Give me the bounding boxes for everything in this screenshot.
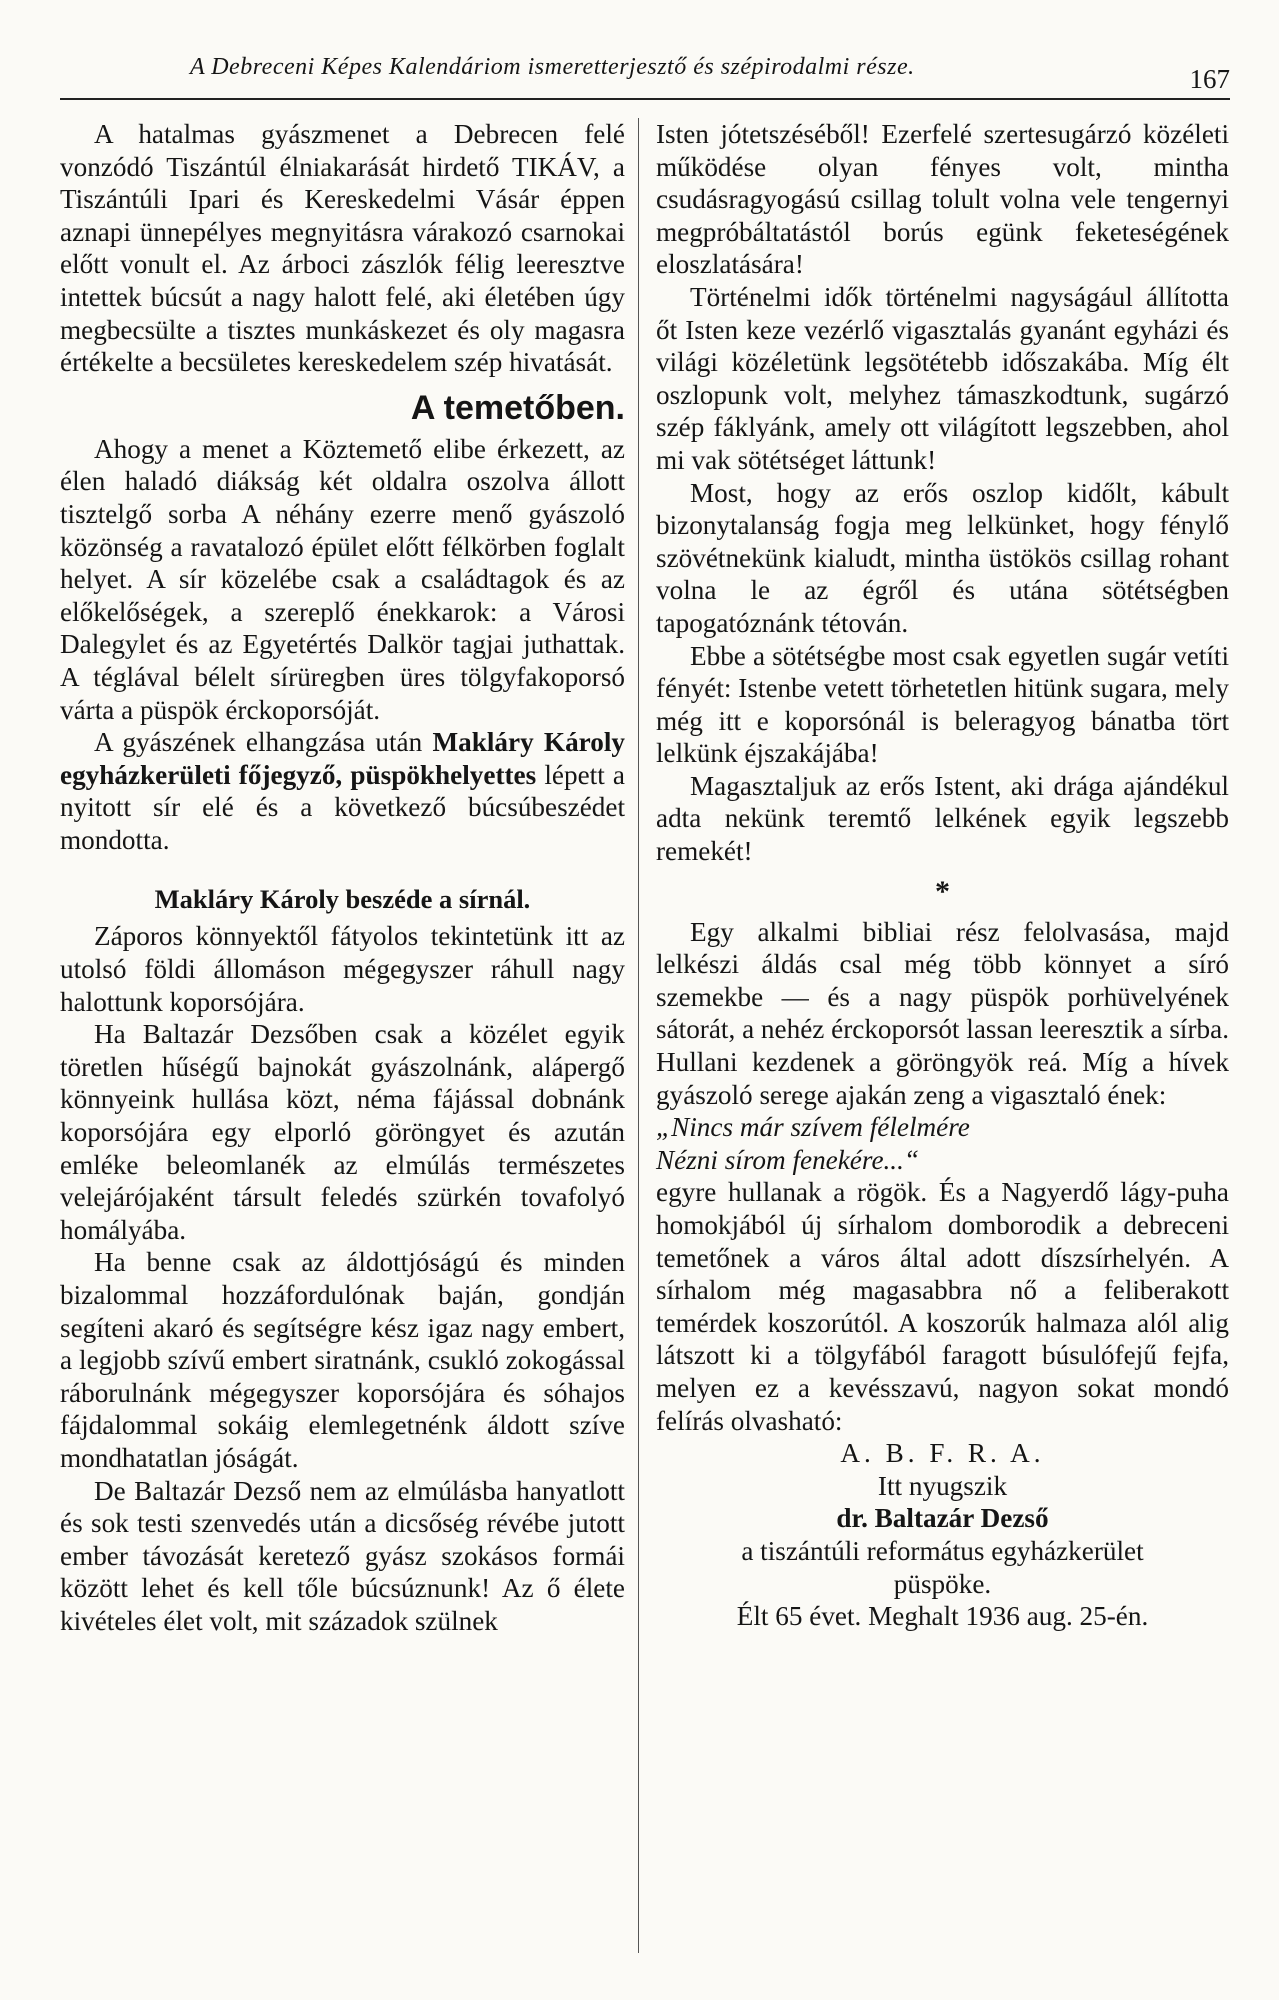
verse-line: Nézni sírom fenekére...“ [656,1144,920,1175]
speaker-name: Makláry Károly egyházkerületi főjegyző, püspökhelyettes [60,727,625,790]
paragraph: De Baltazár Dezső nem az elmúlásba hanyatlott és sok testi szenvedés után a dicsőség révébe jutott ember távozását keretező gyász szokásos formái között lehet és kell tőle búcsúznunk! Az ő élete kivételes élet volt, mit századok szülnek [60,1475,625,1636]
paragraph: Magasztaljuk az erős Istent, aki drága ajándékul adta nekünk teremtő lelkének egyik legszebb remekét! [656,770,1229,867]
paragraph: Történelmi idők történelmi nagyságául állította őt Isten keze vezérlő vigasztalás gyanánt egyházi és világi közéletünk legsötétebb időszakába. Míg élt oszlopunk volt, melyhez támaszkodtunk, sugárzó szép fáklyánk, amely ott világított legszebben, ahol mi vak sötétséget láttunk! [656,281,1229,475]
inscription-line: Itt nyugszik [877,1470,1008,1501]
speech-heading: Makláry Károly beszéde a sírnál. [154,884,531,915]
inscription-name: dr. Baltazár Dezső [836,1503,1049,1534]
paragraph: Ha Baltazár Dezsőben csak a közélet egyik töretlen hűségű bajnokát gyászolnánk, alápergő könnyeink hullása közt, néma fájással dobnánk koporsójára egy elporló göröngyet és azután emléke beleomlanék az elmúlás természetes velejárójaként társult feledés szürkén tovafolyó homályába. [60,1019,625,1245]
paragraph: Ahogy a menet a Köztemető elibe érkezett, az élen haladó diákság két oldalra oszolva állott tisztelgő sorba A néhány ezerre menő gyászoló közönség a ravatalozó épület előtt félkörben foglalt helyet. A sír közelébe csak a családtagok és az előkelőségek, a szereplő énekkarok: a Városi Dalegylet és az Egyetértés Dalkör tagjai juthattak. A téglával bélelt sírüregben üres tölgyfakoporsó várta a püspök érckoporsóját. [60,433,625,725]
right-column [656,118,1229,1633]
paragraph-text: A gyászének elhangzása után [94,727,433,758]
paragraph: Ha benne csak az áldottjóságú és minden bizalommal hozzáfordulónak baján, gondján segíteni akaró és segítségre kész igaz nagy embert, a legjobb szívű embert siratnánk, csukló zokogással ráborulnánk mégegyszer koporsójára és sóhajos fájdalommal sokáig elemlegetnénk áldott szíve mondhatatlan jóságát. [60,1247,625,1473]
paragraph-text: lépett a nyitott sír elé és a következő búcsúbeszédet mondotta. [60,759,625,855]
paragraph [60,726,625,856]
paragraph: Isten jótetszéséből! Ezerfelé szertesugárzó közéleti működése olyan fényes volt, mintha csudásragyogású csillag tolult volna vele tengernyi megpróbáltatástól borús egünk feketeségének eloszlatására! [656,119,1229,280]
inscription-line: Élt 65 évet. Meghalt 1936 aug. 25-én. [736,1601,1149,1632]
section-heading: A temetőben. [410,388,625,427]
inscription-line: püspöke. [893,1568,992,1599]
paragraph: Most, hogy az erős oszlop kidőlt, kábult bizonytalanság fogja meg lelkünket, hogy fénylő szövétnekünk kialudt, mintha üstökös csillag rohant volna le az égről és utána sötétségben tapogatóznánk tétován. [656,477,1229,638]
running-title: A Debreceni Képes Kalendáriom ismeretterjesztő és szépirodalmi része. [190,54,915,80]
section-separator: * [935,874,950,908]
paragraph: Egy alkalmi bibliai rész felolvasása, majd lelkészi áldás csal még több könnyet a síró szemekbe — és a nagy püspök porhüvelyének sátorát, a nehéz érckoporsót lassan leeresztik a sírba. Hullani kezdenek a göröngyök reá. Míg a hívek gyászoló serege ajakán zeng a vigasztaló ének: [656,916,1229,1110]
page-header [60,52,1230,100]
column-divider [638,118,639,1953]
page-number: 167 [1189,64,1230,94]
paragraph: A hatalmas gyászmenet a Debrecen felé vonzódó Tiszántúl élniakarását hirdető TIKÁV, a Tiszántúli Ipari és Kereskedelmi Vásár éppen aznapi ünnepélyes megnyitásra várakozó csarnokai előtt vonult el. Az árboci zászlók félig leeresztve intettek búcsút a nagy halott felé, aki életében úgy megbecsülte a tisztes munkáskezet és oly magasra értékelte a becsületes kereskedelem szép hivatását. [60,119,625,378]
paragraph: Záporos könnyektől fátyolos tekintetünk itt az utolsó földi állomáson mégegyszer ráhull nagy halottunk koporsójára. [60,921,625,1017]
paragraph: egyre hullanak a rögök. És a Nagyerdő lágy-puha homokjából új sírhalom domborodik a debreceni temetőnek a város által adott díszsírhelyén. A sírhalom még magasabbra nő a feliberakott temérdek koszorútól. A koszorúk halmaza alól alig látszott ki a tölgyfából faragott búsulófejű fejfa, melyen ez a kevésszavú, nagyon sokat mondó felírás olvasható: [656,1177,1229,1436]
paragraph: Ebbe a sötétségbe most csak egyetlen sugár vetíti fényét: Istenbe vetett törhetetlen hitünk sugara, mely még itt e koporsónál is beleragyog bánatba tört lelkünk éjszakájába! [656,640,1230,769]
verse-line: „Nincs már szívem félelmére [656,1112,970,1143]
inscription-line: A. B. F. R. A. [840,1438,1045,1469]
inscription-line: a tiszántúli református egyházkerület [741,1535,1144,1566]
left-column [60,118,625,1638]
